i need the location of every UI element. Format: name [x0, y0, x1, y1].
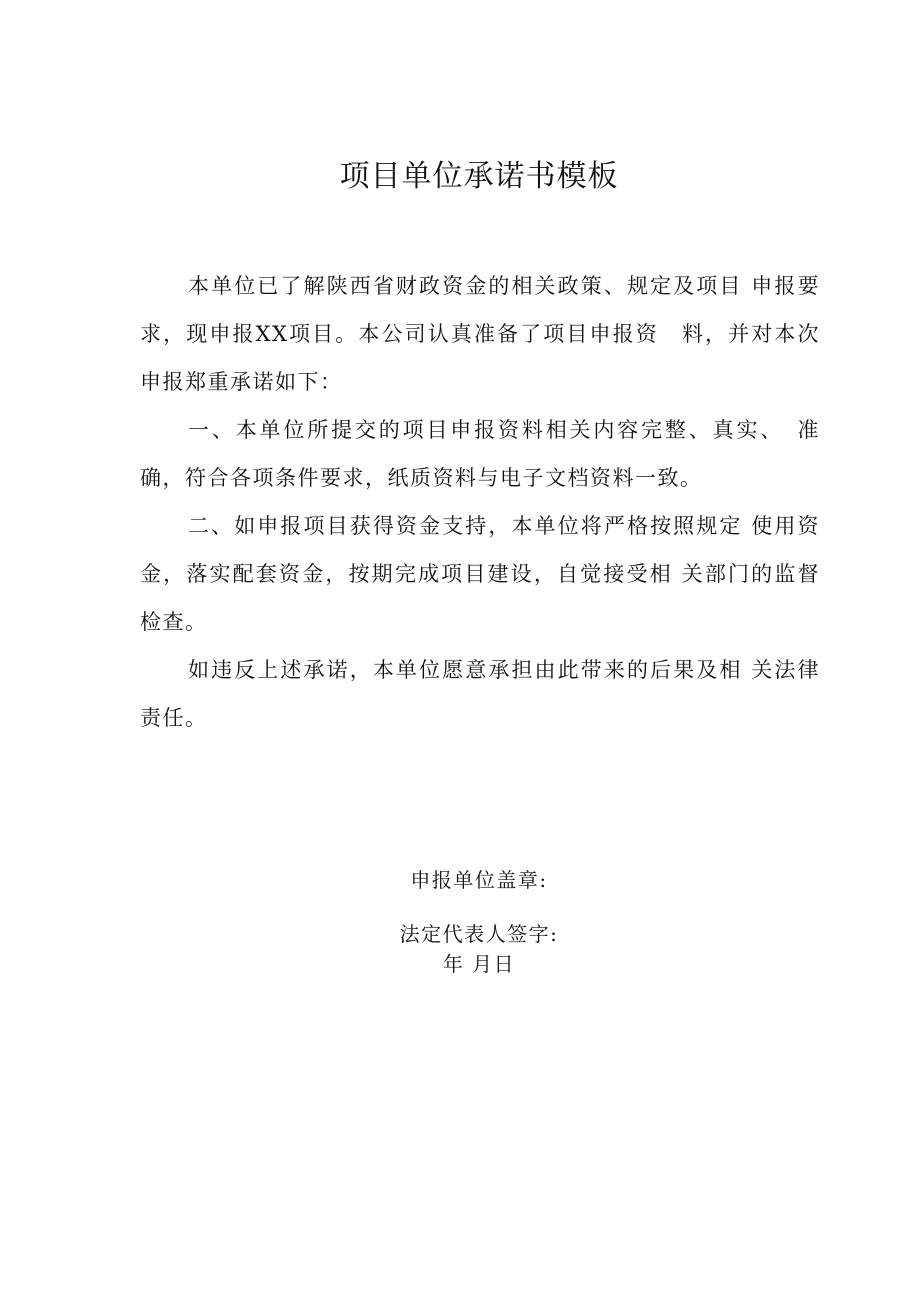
document-body [140, 262, 820, 742]
representative-signature-label: 法定代表人签字: [399, 922, 559, 946]
date-label: 年 月日 [442, 952, 516, 976]
paragraph-closing: 如违反上述承诺，本单位愿意承担由此带来的后果及相 关法律责任。 [140, 658, 820, 730]
paragraph-commitment-1: 一、本单位所提交的项目申报资料相关内容完整、真实、 准确，符合各项条件要求，纸质资料与电子文档资料一致。 [140, 418, 820, 490]
paragraph-commitment-2: 二、如申报项目获得资金支持，本单位将严格按照规定 使用资金，落实配套资金，按期完成项目建设，自觉接受相 关部门的监督检查。 [140, 514, 820, 634]
seal-label: 申报单位盖章: [410, 868, 548, 892]
document-title: 项目单位承诺书模板 [339, 159, 619, 194]
paragraph-intro: 本单位已了解陕西省财政资金的相关政策、规定及项目 申报要求，现申报XX项目。本公司认真准备了项目申报资 料，并对本次申报郑重承诺如下： [140, 274, 820, 394]
